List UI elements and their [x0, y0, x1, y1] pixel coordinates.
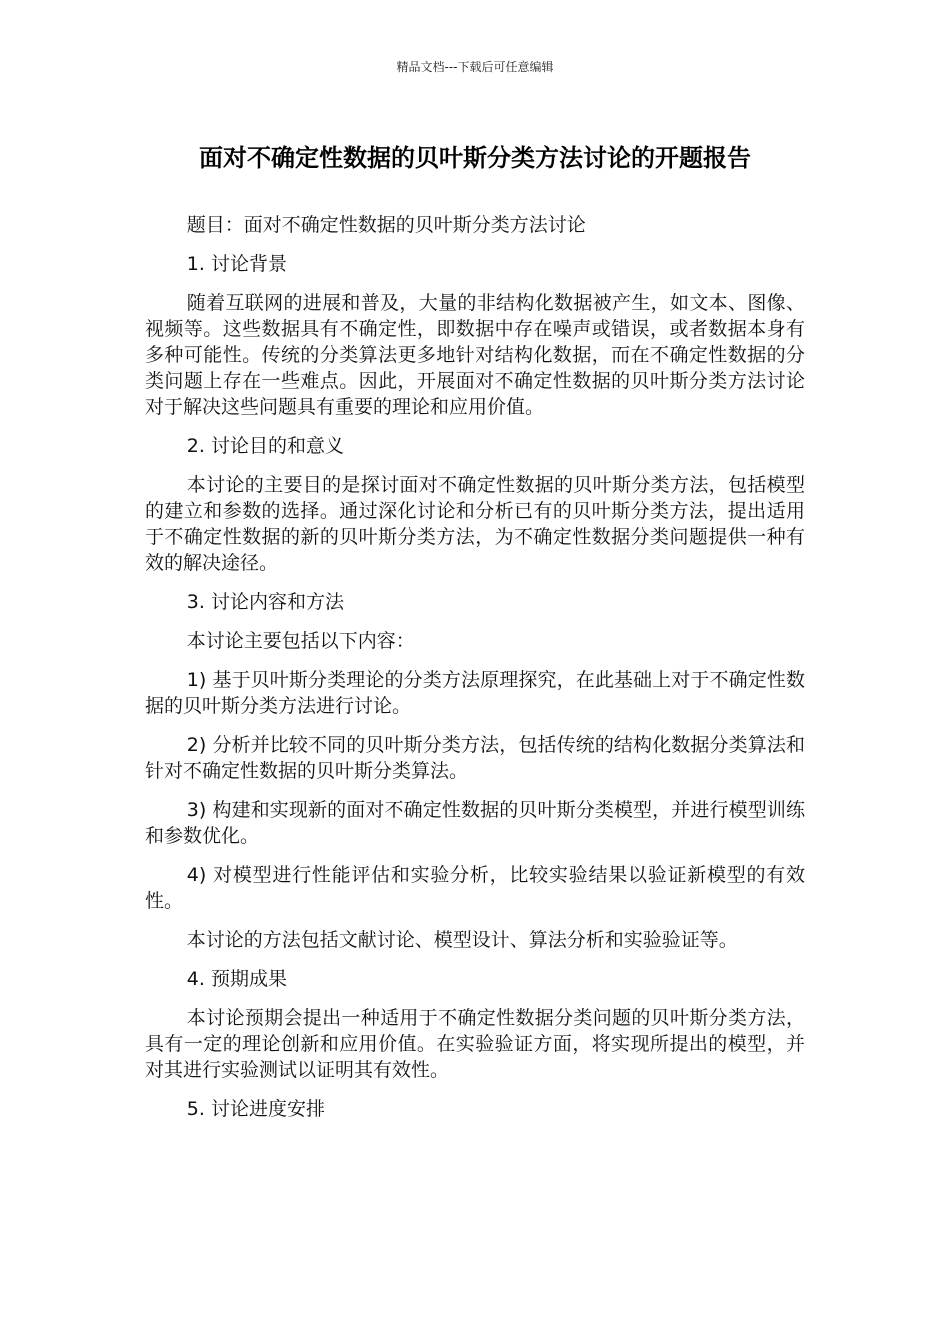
paragraph-expected-results: 本讨论预期会提出一种适用于不确定性数据分类问题的贝叶斯分类方法，具有一定的理论创新和应用价值。在实验验证方面，将实现所提出的模型，并对其进行实验测试以证明其有效性。	[145, 1007, 805, 1081]
paragraph-topic: 题目：面对不确定性数据的贝叶斯分类方法讨论	[186, 214, 586, 236]
list-item-4: 4) 对模型进行性能评估和实验分析，比较实验结果以验证新模型的有效性。	[145, 864, 805, 912]
page-title: 面对不确定性数据的贝叶斯分类方法讨论的开题报告	[199, 144, 751, 172]
heading-expected-results: 4. 预期成果	[186, 968, 287, 990]
list-item-1: 1) 基于贝叶斯分类理论的分类方法原理探究，在此基础上对于不确定性数据的贝叶斯分类方法进行讨论。	[145, 669, 805, 717]
heading-background: 1. 讨论背景	[186, 253, 287, 275]
list-item-2: 2) 分析并比较不同的贝叶斯分类方法，包括传统的结构化数据分类算法和针对不确定性数据的贝叶斯分类算法。	[145, 734, 805, 782]
paragraph-purpose: 本讨论的主要目的是探讨面对不确定性数据的贝叶斯分类方法，包括模型的建立和参数的选择。通过深化讨论和分析已有的贝叶斯分类方法，提出适用于不确定性数据的新的贝叶斯分类方法，为不确定性数据分类问题提供一种有效的解决途径。	[145, 474, 805, 574]
document-body	[145, 212, 805, 1135]
heading-schedule: 5. 讨论进度安排	[186, 1098, 325, 1120]
heading-content-method: 3. 讨论内容和方法	[186, 591, 344, 613]
heading-purpose: 2. 讨论目的和意义	[186, 435, 344, 457]
list-item-3: 3) 构建和实现新的面对不确定性数据的贝叶斯分类模型，并进行模型训练和参数优化。	[145, 799, 805, 847]
paragraph-methods: 本讨论的方法包括文献讨论、模型设计、算法分析和实验验证等。	[186, 929, 738, 951]
header-note: 精品文档---下载后可任意编辑	[396, 60, 554, 74]
paragraph-background: 随着互联网的进展和普及，大量的非结构化数据被产生，如文本、图像、视频等。这些数据具有不确定性，即数据中存在噪声或错误，或者数据本身有多种可能性。传统的分类算法更多地针对结构化数据，而在不确定性数据的分类问题上存在一些难点。因此，开展面对不确定性数据的贝叶斯分类方法讨论对于解决这些问题具有重要的理论和应用价值。	[145, 292, 805, 418]
paragraph-content-intro: 本讨论主要包括以下内容：	[186, 630, 415, 652]
